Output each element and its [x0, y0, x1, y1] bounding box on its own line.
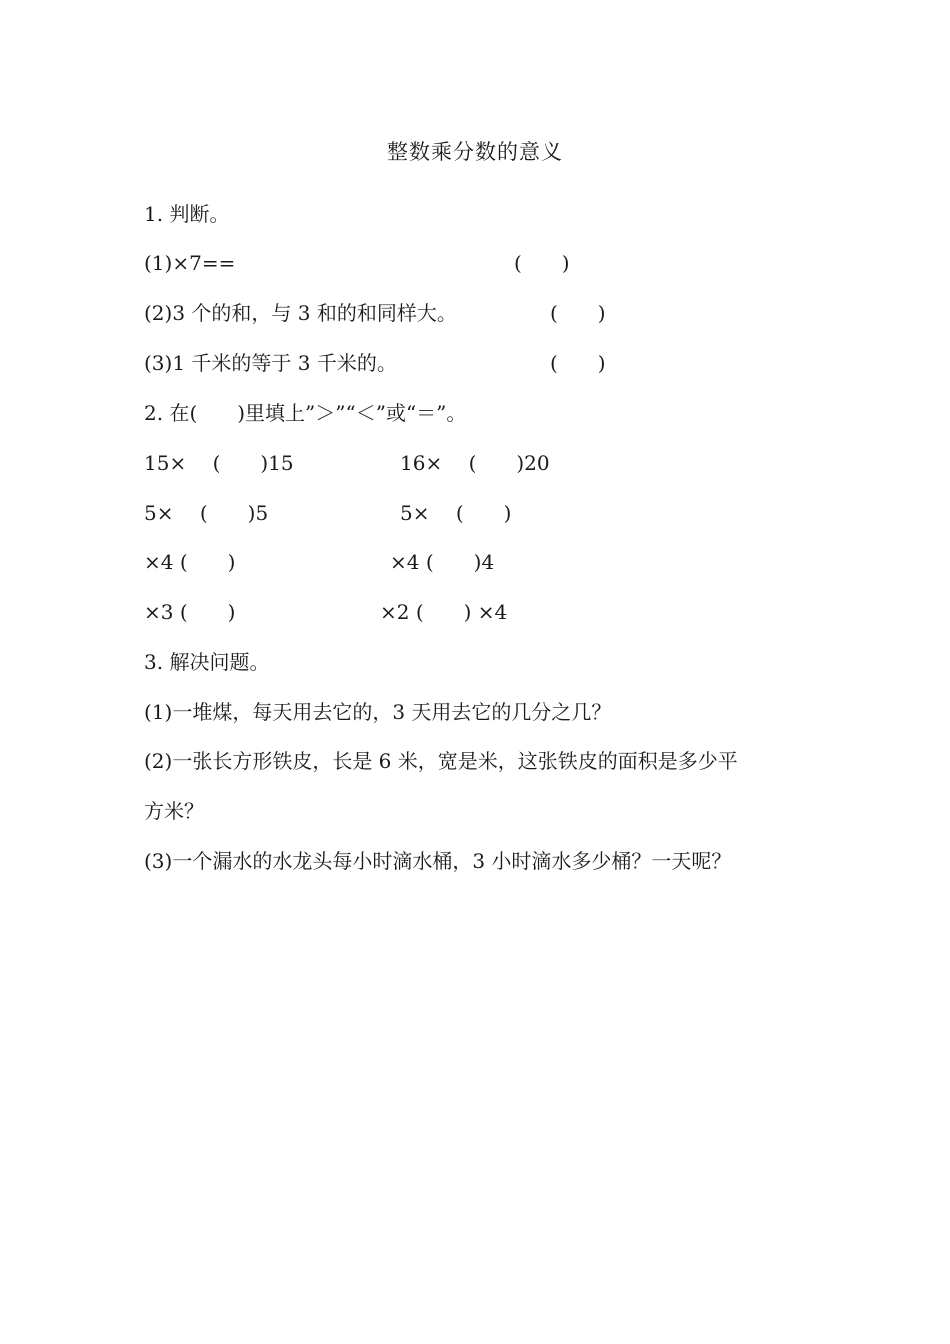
compare-row-4-left: ×3 ( )	[144, 600, 236, 624]
problem-3: (3)一个漏水的水龙头每小时滴水桶，3 小时滴水多少桶？一天呢？	[144, 849, 732, 873]
page-title: 整数乘分数的意义	[387, 140, 563, 164]
problem-1: (1)一堆煤，每天用去它的，3 天用去它的几分之几？	[144, 700, 612, 724]
section3-heading: 3. 解决问题。	[144, 650, 270, 674]
section1-heading: 1. 判断。	[144, 202, 230, 226]
problem-2-line-2: 方米？	[144, 799, 204, 823]
compare-row-1-right: 16× ( )20	[400, 451, 550, 475]
judge-item-1-bracket: ( )	[514, 251, 570, 275]
compare-row-2-right: 5× ( )	[400, 501, 512, 525]
compare-row-1-left: 15× ( )15	[144, 451, 294, 475]
judge-item-2-bracket: ( )	[550, 301, 606, 325]
compare-row-4-right: ×2 ( ) ×4	[380, 600, 508, 624]
judge-item-2: (2)3 个的和，与 3 和的和同样大。	[144, 301, 457, 325]
compare-row-2-left: 5× ( )5	[144, 501, 269, 525]
judge-item-3: (3)1 千米的等于 3 千米的。	[144, 351, 397, 375]
compare-row-3-right: ×4 ( )4	[390, 550, 495, 574]
compare-row-3-left: ×4 ( )	[144, 550, 236, 574]
section2-heading: 2. 在( )里填上”＞”“＜”或“＝”。	[144, 401, 467, 425]
judge-item-1: (1)×7==	[144, 251, 236, 275]
problem-2-line-1: (2)一张长方形铁皮，长是 6 米，宽是米，这张铁皮的面积是多少平	[144, 749, 738, 773]
judge-item-3-bracket: ( )	[550, 351, 606, 375]
